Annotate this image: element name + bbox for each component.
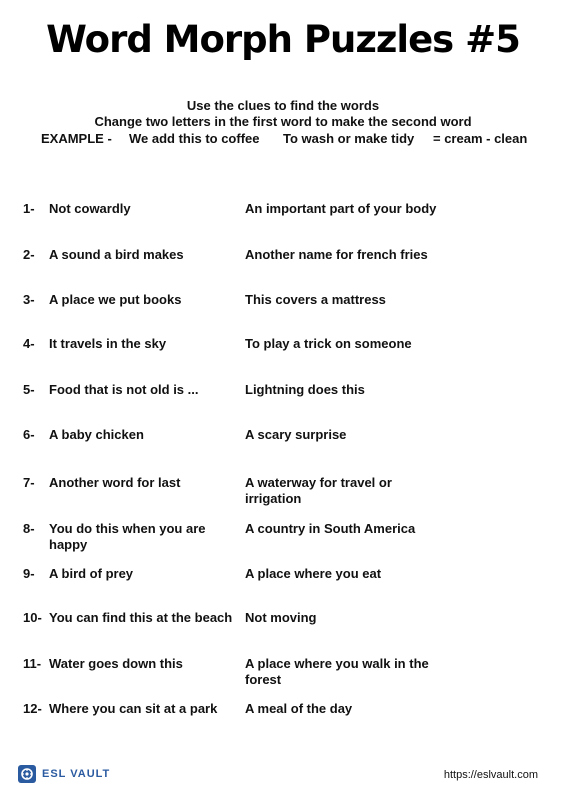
example-answer: = cream - clean [433, 131, 528, 146]
puzzle-number: 5- [23, 382, 35, 397]
puzzle-clue-2: A place where you walk in the forest [245, 656, 429, 687]
website-link[interactable]: https://eslvault.com [443, 769, 538, 781]
example-clue-2: To wash or make tidy [283, 131, 415, 146]
esl-vault-logo[interactable] [18, 765, 110, 783]
instructions-line-1: Use the clues to find the words [186, 98, 380, 113]
instructions [0, 98, 566, 130]
puzzle-clue-1: You can find this at the beach [49, 610, 233, 625]
puzzle-clue-1: Where you can sit at a park [49, 701, 218, 716]
puzzle-clue-2: Another name for french fries [245, 247, 428, 262]
puzzle-clue-1: A sound a bird makes [49, 247, 184, 262]
example-row [0, 131, 566, 147]
puzzle-clue-2: A country in South America [245, 521, 416, 536]
puzzle-clue-1: A baby chicken [49, 427, 144, 442]
example-label: EXAMPLE - [41, 131, 112, 146]
puzzle-clue-1: Not cowardly [49, 201, 131, 216]
puzzle-clue-1: You do this when you are happy [49, 521, 206, 552]
puzzle-clue-2: This covers a mattress [245, 292, 386, 307]
puzzle-number: 8- [23, 521, 35, 536]
instructions-line-2: Change two letters in the first word to make the second word [94, 114, 472, 129]
puzzle-number: 11- [23, 656, 42, 671]
puzzle-clue-2: Lightning does this [245, 382, 365, 397]
puzzle-clue-1: Food that is not old is ... [49, 382, 199, 397]
logo-text: ESL VAULT [42, 768, 111, 780]
puzzle-clue-1: A bird of prey [49, 566, 134, 581]
page-title: Word Morph Puzzles #5 [46, 18, 520, 61]
puzzle-number: 9- [23, 566, 35, 581]
puzzle-clue-1: It travels in the sky [49, 336, 167, 351]
puzzle-number: 7- [23, 475, 35, 490]
example-clue-1: We add this to coffee [129, 131, 260, 146]
puzzle-clue-1: Another word for last [49, 475, 181, 490]
puzzle-clue-2: A meal of the day [245, 701, 353, 716]
puzzle-number: 4- [23, 336, 35, 351]
puzzle-number: 2- [23, 247, 35, 262]
puzzle-number: 10- [23, 610, 42, 625]
vault-icon [18, 765, 36, 783]
puzzle-clue-2: To play a trick on someone [245, 336, 412, 351]
puzzle-number: 12- [23, 701, 42, 716]
puzzle-clue-2: A waterway for travel or irrigation [245, 475, 392, 506]
puzzle-clue-2: Not moving [245, 610, 317, 625]
puzzle-clue-1: A place we put books [49, 292, 182, 307]
puzzle-clue-2: A scary surprise [245, 427, 347, 442]
puzzle-clue-2: An important part of your body [245, 201, 437, 216]
puzzle-number: 1- [23, 201, 35, 216]
puzzle-clue-1: Water goes down this [49, 656, 183, 671]
puzzle-number: 6- [23, 427, 35, 442]
puzzle-clue-2: A place where you eat [245, 566, 382, 581]
puzzle-number: 3- [23, 292, 35, 307]
